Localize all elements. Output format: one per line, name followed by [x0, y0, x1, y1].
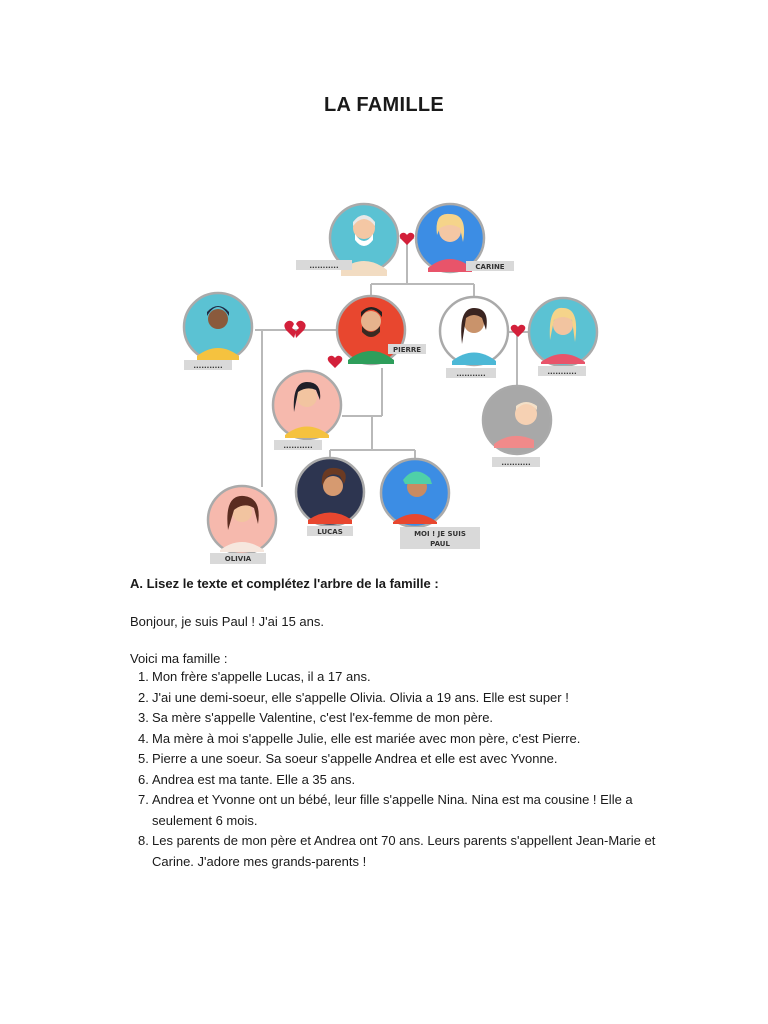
list-item: 3. Sa mère s'appelle Valentine, c'est l'ex-femme de mon père.	[138, 710, 494, 725]
list-item: 7. Andrea et Yvonne ont un bébé, leur fille s'appelle Nina. Nina est ma cousine ! Elle a seulement 6 mois.	[138, 792, 633, 828]
carine-node	[416, 204, 514, 272]
list-item: 8. Les parents de mon père et Andrea ont 70 ans. Leurs parents s'appellent Jean-Marie et Carine. J'adore mes grands-parents !	[138, 833, 656, 869]
page-title: LA FAMILLE	[323, 94, 445, 116]
pierre-label: PIERRE	[392, 346, 422, 354]
grandfather-label: ...........	[309, 262, 339, 270]
list-item: 4. Ma mère à moi s'appelle Julie, elle est mariée avec mon père, c'est Pierre.	[138, 730, 581, 746]
heart-icon	[400, 233, 415, 245]
list-item: 6. Andrea est ma tante. Elle a 35 ans.	[138, 771, 356, 787]
yvonne-label: ...........	[547, 368, 577, 376]
left-man-node	[184, 293, 252, 370]
andrea-label: ...........	[456, 370, 486, 378]
lucas-node	[296, 458, 364, 536]
pierre-node	[337, 296, 426, 364]
nina-label: ...........	[501, 459, 531, 467]
lucas-label: LUCAS	[317, 528, 343, 536]
paul-node	[381, 459, 480, 549]
section-a-heading: A. Lisez le texte et complétez l'arbre de la famille :	[130, 576, 439, 591]
list-item: 5. Pierre a une soeur. Sa soeur s'appelle Andrea et elle est avec Yvonne.	[138, 751, 558, 766]
list-item: 2. J'ai une demi-soeur, elle s'appelle Olivia. Olivia a 19 ans. Elle est super !	[138, 689, 569, 705]
nina-node	[483, 386, 551, 467]
left-man-label: ...........	[193, 362, 223, 370]
olivia-node	[208, 486, 276, 564]
paul-label-line1: MOI ! JE SUIS	[414, 530, 466, 538]
olivia-label: OLIVIA	[224, 555, 252, 563]
heart-icon-julie-pierre	[328, 356, 343, 368]
andrea-node	[440, 297, 508, 378]
paul-label-line2: PAUL	[430, 540, 450, 548]
julie-node	[273, 371, 341, 450]
list-item: 1. Mon frère s'appelle Lucas, il a 17 ans.	[138, 669, 371, 684]
julie-label: ...........	[283, 442, 313, 450]
yvonne-node	[529, 298, 597, 376]
intro-paragraph: Bonjour, je suis Paul ! J'ai 15 ans.	[130, 614, 324, 629]
grandfather-node	[296, 204, 398, 276]
heart-icon-andrea-yvonne	[511, 325, 526, 337]
family-statements-list	[138, 667, 678, 872]
carine-label: CARINE	[475, 263, 505, 271]
family-intro: Voici ma famille :	[130, 651, 228, 666]
